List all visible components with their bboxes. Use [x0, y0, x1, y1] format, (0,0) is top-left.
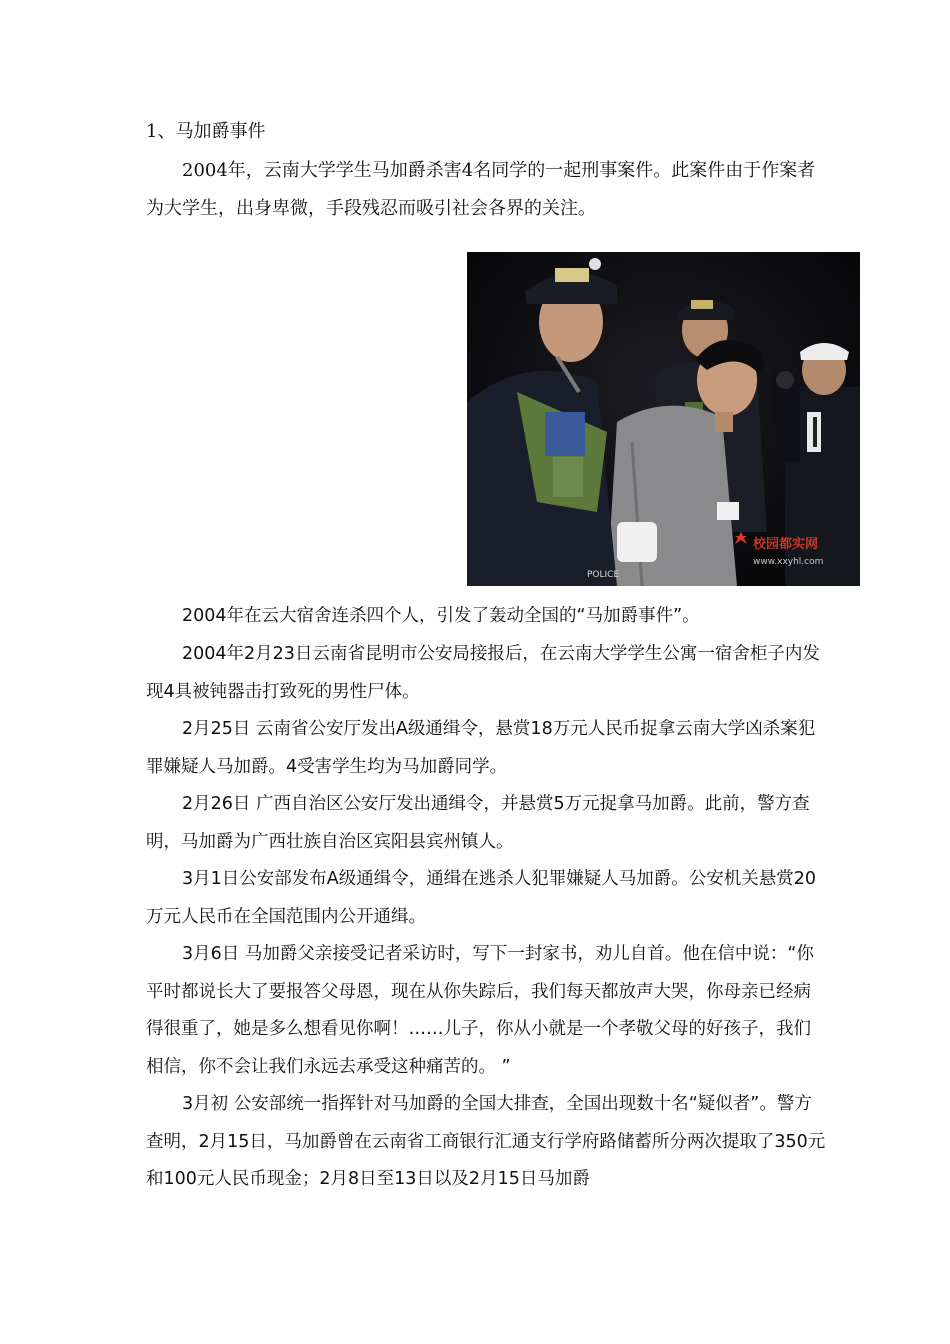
body-paragraph: 3月初 公安部统一指挥针对马加爵的全国大排查，全国出现数十名“疑似者”。警方查明，2月15日，马加爵曾在云南省工商银行汇通支行学府路储蓄所分两次提取了350元和100元人民币现金；2月8日至13日以及2月15日马加爵 — [146, 1094, 826, 1189]
body-paragraph: 2月25日 云南省公安厅发出A级通缉令，悬赏18万元人民币捉拿云南大学凶杀案犯罪嫌疑人马加爵。4受害学生均为马加爵同学。 — [146, 719, 816, 777]
body-paragraph: 3月6日 马加爵父亲接受记者采访时，写下一封家书，劝儿自首。他在信中说：“你平时都说长大了要报答父母恩，现在从你失踪后，我们每天都放声大哭，你母亲已经病得很重了，她是多么想看见你啊！……儿子，你从小就是一个孝敬父母的好孩子，我们相信，你不会让我们永远去承受这种痛苦的。 ” — [146, 944, 814, 1077]
intro-paragraph: 2004年，云南大学学生马加爵杀害4名同学的一起刑事案件。此案件由于作案者为大学生，出身卑微，手段残忍而吸引社会各界的关注。 — [146, 160, 816, 219]
watermark-url: www.xxyhl.com — [753, 557, 824, 567]
body-paragraph: 2004年在云大宿舍连杀四个人，引发了轰动全国的“马加爵事件”。 — [182, 606, 700, 626]
body-paragraph: 3月1日公安部发布A级通缉令，通缉在逃杀人犯罪嫌疑人马加爵。公安机关悬赏20万元人民币在全国范围内公开通缉。 — [146, 869, 817, 927]
news-photo — [467, 252, 860, 586]
body-paragraph: 2004年2月23日云南省昆明市公安局接报后，在云南大学学生公寓一宿舍柜子内发现4具被钝器击打致死的男性尸体。 — [146, 644, 820, 702]
svg-text:POLICE: POLICE — [587, 570, 620, 580]
section-heading: 1、马加爵事件 — [146, 121, 266, 142]
body-paragraph: 2月26日 广西自治区公安厅发出通缉令，并悬赏5万元捉拿马加爵。此前，警方查明，马加爵为广西壮族自治区宾阳县宾州镇人。 — [146, 794, 810, 852]
watermark-text: 校园都实网 — [753, 537, 819, 552]
